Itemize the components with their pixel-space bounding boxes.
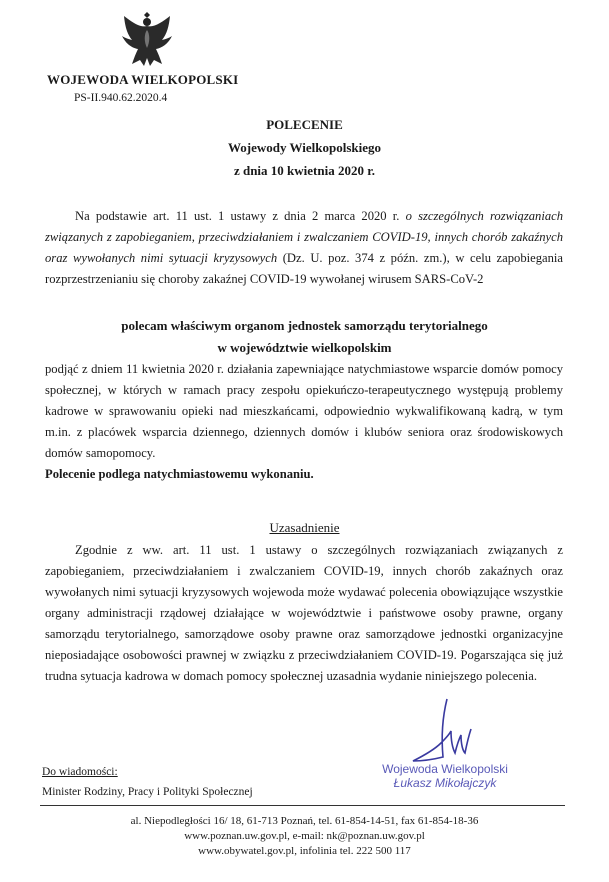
- stamp-name: Łukasz Mikołajczyk: [393, 776, 497, 790]
- reference-number: PS-II.940.62.2020.4: [74, 92, 168, 104]
- footer-web-email: www.poznan.uw.gov.pl, e-mail: nk@poznan.uw.gov.pl: [184, 830, 425, 842]
- doc-heading: POLECENIE: [266, 117, 343, 132]
- issuer-title: WOJEWODA WIELKOPOLSKI: [47, 72, 239, 87]
- order-paragraph: [45, 359, 563, 485]
- footer-divider: [40, 805, 565, 806]
- cc-label: Do wiadomości:: [42, 766, 118, 778]
- justification-body: Zgodnie z ww. art. 11 ust. 1 ustawy o szczególnych rozwiązaniach związanych z zapobieganiem, przeciwdziałaniem i zwalczaniem COVID-19, innych chorób zakaźnych oraz wywołanych nimi sytuacji kryzysowych wojewoda może wydawać polecenia obowiązujące wszystkie organy administracji rządowej działające w województwie i państwowe osoby prawne, organy samorządu terytorialnego, samorządowe osoby prawne oraz samorządowe jednostki organizacyjne nieposiadające osobowości prawnej w związku z przeciwdziałaniem COVID-19. Pogarszająca się już trudna sytuacja kadrowa w domach pomocy społecznej uzasadnia wydanie niniejszego polecenia.: [45, 543, 563, 683]
- official-stamp: [380, 762, 510, 790]
- justification-title: Uzasadnienie: [269, 520, 340, 535]
- order-body: podjąć z dniem 11 kwietnia 2020 r. działania zapewniające natychmiastowe wsparcie domów pomocy społecznej, w których w ramach pracy zespołu opiekuńczo-terapeutycznego występują problemy kadrowe w sprawowaniu opieki nad mieszkańcami, odpowiednio wykwalifikowaną kadrą, w tym m.in. z placówek wsparcia dziennego, dziennych domów i klubów seniora oraz środowiskowych domów samopomocy.: [45, 362, 563, 460]
- intro-paragraph: [45, 206, 563, 290]
- immediate-execution: Polecenie podlega natychmiastowemu wykonaniu.: [45, 467, 314, 481]
- doc-date: z dnia 10 kwietnia 2020 r.: [233, 163, 376, 178]
- eagle-emblem-icon: [118, 8, 176, 72]
- order-bold-line2: w województwie wielkopolskim: [217, 340, 392, 355]
- intro-tail: (Dz. U. poz. 374 z późn. zm.), w celu zapobiegania rozprzestrzenianiu się choroby zakaźnej COVID-19 wywołanej wirusem SARS-CoV-2: [45, 251, 563, 286]
- cc-recipient: Minister Rodziny, Pracy i Polityki Społecznej: [42, 786, 253, 798]
- intro-act-title: o szczególnych rozwiązaniach związanych z zapobieganiem, przeciwdziałaniem i zwalczaniem COVID-19, innych chorób zakaźnych oraz wywołanych nimi sytuacji kryzysowych: [45, 209, 563, 265]
- intro-lead: Na podstawie art. 11 ust. 1 ustawy z dnia 2 marca 2020 r.: [75, 209, 406, 223]
- footer-portal-hotline: www.obywatel.gov.pl, infolinia tel. 222 500 117: [198, 845, 411, 857]
- doc-subheading: Wojewody Wielkopolskiego: [227, 140, 382, 155]
- footer-address: al. Niepodległości 16/ 18, 61-713 Poznań, tel. 61-854-14-51, fax 61-854-18-36: [130, 815, 479, 827]
- justification-paragraph: [45, 540, 563, 687]
- stamp-office: Wojewoda Wielkopolski: [382, 762, 508, 776]
- order-bold-line1: polecam właściwym organom jednostek samorządu terytorialnego: [121, 318, 488, 333]
